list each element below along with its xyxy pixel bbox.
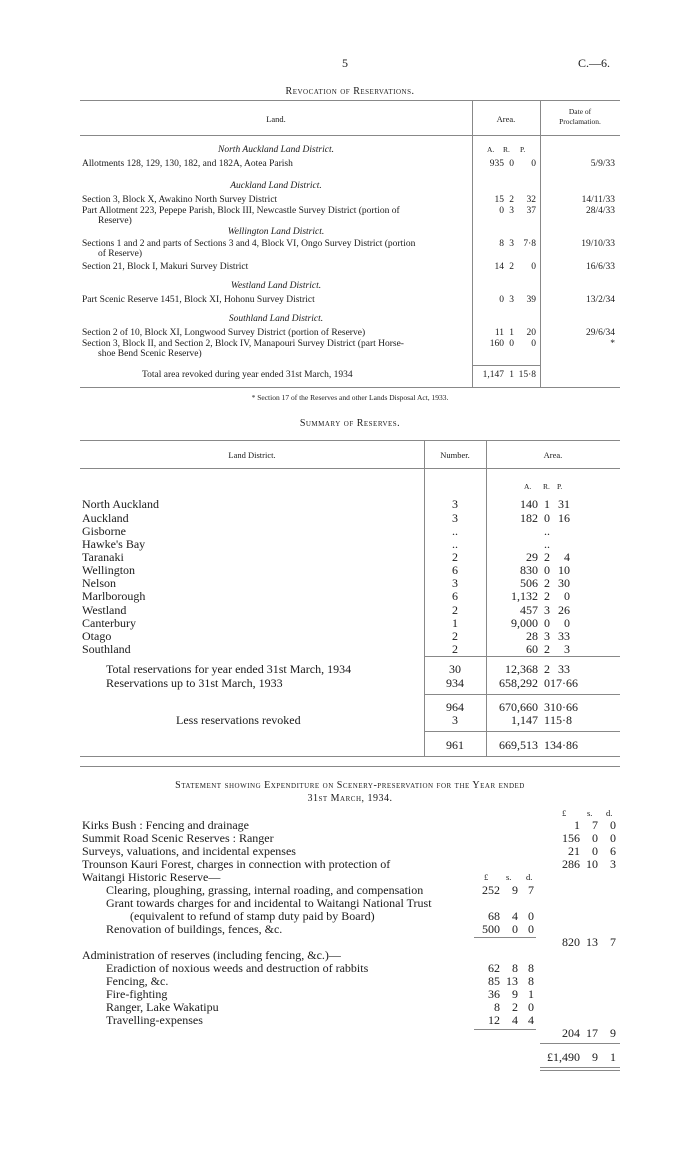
administration-item: Ranger, Lake Wakatipu [106,1000,219,1014]
amount-pence: 8 [528,961,534,975]
area-perches: 0 [531,339,536,349]
land-description: Section 3, Block X, Awakino North Survey District [82,195,278,205]
amount-shillings: 7 [592,818,598,832]
administration-item: Travelling-expenses [106,1013,203,1027]
expenditure-title-date: 31st March, 1934. [307,793,393,804]
amount-pounds: 1 [574,818,580,832]
area-roods: .. [544,537,550,551]
area-perches: 37 [526,206,536,216]
reserve-count: 3 [452,576,458,590]
grand-total-shillings: 9 [592,1050,598,1064]
revoked-count: 3 [452,713,458,727]
administration-total-pence: 9 [610,1026,616,1040]
expenditure-item: Trounson Kauri Forest, charges in connection with protection of [82,857,391,871]
column-header-number: Number. [440,450,470,460]
subtotal-perches: 10·66 [550,700,578,714]
amount-shillings: 13 [506,974,518,988]
area-roods: 2 [544,642,550,656]
district-name: Westland [82,603,127,617]
area-perches: 10 [558,563,570,577]
area-roods: 0 [544,511,550,525]
area-roods: 1 [544,497,550,511]
unit-acres: A. [524,482,532,491]
unit-pounds: £ [562,808,567,818]
proclamation-date: * [610,339,615,349]
amount-shillings: 0 [512,922,518,936]
district-name: Auckland [82,511,129,525]
subtotal-count: 964 [446,700,464,714]
amount-shillings: 8 [512,961,518,975]
area-roods: 3 [509,206,514,216]
grand-total-pence: 1 [610,1050,616,1064]
area-perches: 20 [526,328,536,338]
area-acres: 0 [499,295,504,305]
district-name: Otago [82,629,112,643]
area-acres: 28 [526,629,538,643]
area-acres: 830 [520,563,538,577]
area-acres: 160 [489,339,504,349]
waitangi-item: Clearing, ploughing, grassing, internal roading, and compensation [106,883,424,897]
column-header-area: Area. [543,450,563,460]
amount-shillings: 0 [592,831,598,845]
total-roods: 2 [544,662,550,676]
waitangi-total-pence: 7 [610,935,616,949]
land-description: Section 2 of 10, Block XI, Longwood Survey District (portion of Reserve) [82,328,366,338]
unit-pence: d. [606,808,613,818]
amount-shillings: 4 [512,909,518,923]
page-reference: C.—6. [578,56,611,70]
administration-total-shillings: 17 [586,1026,598,1040]
amount-pence: 8 [528,974,534,988]
district-name: Southland [82,642,131,656]
amount-pence: 3 [610,857,616,871]
amount-pence: 6 [610,844,616,858]
expenditure-item: Summit Road Scenic Reserves : Ranger [82,831,274,845]
amount-pounds: 500 [482,922,500,936]
area-perches: 32 [526,195,536,205]
area-acres: 0 [499,206,504,216]
area-acres: 506 [520,576,538,590]
amount-shillings: 0 [592,844,598,858]
revocation-title: Revocation of Reservations. [285,86,415,97]
amount-pence: 0 [610,831,616,845]
area-roods: 0 [544,616,550,630]
grand-total-roods: 1 [544,738,550,752]
amount-pounds: 156 [562,831,580,845]
proclamation-date: 16/6/33 [585,262,615,272]
area-perches: 16 [558,511,570,525]
area-acres: 29 [526,550,538,564]
land-description: Sections 1 and 2 and parts of Sections 3 and 4, Block VI, Ongo Survey District (portion [82,239,416,249]
land-description: Part Scenic Reserve 1451, Block XI, Hohonu Survey District [82,295,315,305]
area-roods: 2 [509,195,514,205]
land-description: Section 21, Block I, Makuri Survey District [82,262,249,272]
total-revoked-roods: 1 [509,370,514,380]
unit-acres: A. [487,145,495,154]
area-roods: 2 [544,550,550,564]
land-description: Allotments 128, 129, 130, 182, and 182A, Aotea Parish [82,159,293,169]
area-acres: 60 [526,642,538,656]
proclamation-date: 29/6/34 [585,328,615,338]
district-name: Canterbury [82,616,136,630]
grand-total-acres: 669,513 [499,738,538,752]
amount-pence: 0 [610,818,616,832]
total-count: 30 [449,662,461,676]
footnote: * Section 17 of the Reserves and other Lands Disposal Act, 1933. [251,393,449,402]
land-description-continued: shoe Bend Scenic Reserve) [98,349,202,359]
administration-item: Fencing, &c. [106,974,169,988]
proclamation-date: 19/10/33 [581,239,615,249]
area-roods: 0 [509,159,514,169]
reserve-count: 3 [452,497,458,511]
district-heading: Auckland Land District. [230,181,322,191]
unit-pence: d. [526,872,533,882]
column-header-date-line2: Proclamation. [559,117,601,126]
area-acres: 9,000 [511,616,538,630]
land-description: Part Allotment 223, Pepepe Parish, Block III, Newcastle Survey District (portion of [82,206,400,216]
less-revoked-label: Less reservations revoked [176,713,301,727]
amount-pounds: 21 [568,844,580,858]
reserve-count: 2 [452,642,458,656]
unit-roods: R. [543,482,550,491]
area-roods: 3 [509,239,514,249]
amount-shillings: 4 [512,1013,518,1027]
waitangi-item-continued: (equivalent to refund of stamp duty paid by Board) [130,909,375,923]
amount-pence: 0 [528,922,534,936]
land-description-continued: of Reserve) [98,249,143,259]
revoked-acres: 1,147 [511,713,538,727]
grand-total-perches: 34·86 [550,738,578,752]
district-name: Nelson [82,576,116,590]
district-name: North Auckland [82,497,159,511]
amount-pence: 0 [528,909,534,923]
area-acres: 1,132 [511,589,538,603]
unit-perches: P. [520,145,526,154]
reserve-count: 3 [452,511,458,525]
administration-heading: Administration of reserves (including fencing, &c.)— [82,948,341,962]
area-perches: 30 [558,576,570,590]
total-perches: 33 [558,662,570,676]
administration-total-pounds: 204 [562,1026,580,1040]
area-acres: 15 [494,195,504,205]
expenditure-item: Kirks Bush : Fencing and drainage [82,818,249,832]
proclamation-date: 13/2/34 [585,295,615,305]
district-name: Wellington [82,563,136,577]
column-header-date-line1: Date of [568,107,592,116]
land-description-continued: Reserve) [98,216,132,226]
reserve-count: 6 [452,563,458,577]
district-name: Marlborough [82,589,146,603]
district-name: Taranaki [82,550,124,564]
amount-shillings: 9 [512,987,518,1001]
waitangi-total-pounds: 820 [562,935,580,949]
reserve-count: 2 [452,629,458,643]
district-heading: North Auckland Land District. [218,145,334,155]
revoked-perches: 15·8 [550,713,572,727]
amount-shillings: 9 [512,883,518,897]
administration-item: Eradiction of noxious weeds and destruction of rabbits [106,961,369,975]
amount-pounds: 12 [488,1013,500,1027]
amount-pounds: 8 [494,1000,500,1014]
unit-roods: R. [503,145,510,154]
amount-pounds: 85 [488,974,500,988]
grand-total-pounds: £1,490 [547,1050,580,1064]
amount-pence: 4 [528,1013,534,1027]
district-heading: Westland Land District. [230,281,322,291]
revoked-roods: 1 [544,713,550,727]
area-perches: 0 [531,159,536,169]
area-perches: 26 [558,603,570,617]
area-acres: 14 [494,262,504,272]
amount-pounds: 68 [488,909,500,923]
area-perches: 0 [531,262,536,272]
total-revoked-label: Total area revoked during year ended 31st March, 1934 [142,370,353,380]
area-perches: 39 [526,295,536,305]
district-heading: Wellington Land District. [227,227,325,237]
total-count: 934 [446,676,464,690]
amount-pounds: 62 [488,961,500,975]
amount-shillings: 2 [512,1000,518,1014]
area-roods: 1 [509,328,514,338]
unit-shillings: s. [587,808,593,818]
reserve-count: .. [452,524,458,538]
area-acres: 8 [499,239,504,249]
amount-shillings: 10 [586,857,598,871]
district-heading: Southland Land District. [228,314,324,324]
proclamation-date: 5/9/33 [590,159,615,169]
waitangi-total-shillings: 13 [586,935,598,949]
subtotal-roods: 3 [544,700,550,714]
total-roods: 0 [544,676,550,690]
subtotal-acres: 670,660 [499,700,538,714]
area-roods: 3 [544,629,550,643]
waitangi-heading: Waitangi Historic Reserve— [82,870,221,884]
proclamation-date: 28/4/33 [585,206,615,216]
amount-pounds: 286 [562,857,580,871]
area-roods: 3 [544,603,550,617]
area-acres: 11 [494,328,504,338]
unit-shillings: s. [506,872,512,882]
land-description: Section 3, Block II, and Section 2, Block IV, Manapouri Survey District (part Horse- [82,339,404,349]
reserve-count: .. [452,537,458,551]
reserve-count: 6 [452,589,458,603]
reserve-count: 1 [452,616,458,630]
area-roods: 3 [509,295,514,305]
column-header-land: Land. [266,114,286,124]
area-acres: 457 [520,603,538,617]
district-name: Gisborne [82,524,126,538]
expenditure-title: Statement showing Expenditure on Scenery-preservation for the Year ended [175,780,525,791]
amount-pence: 1 [528,987,534,1001]
area-acres: 935 [489,159,504,169]
area-roods: 2 [509,262,514,272]
amount-pence: 0 [528,1000,534,1014]
total-label: Reservations up to 31st March, 1933 [106,676,283,690]
area-roods: 2 [544,576,550,590]
total-revoked-perches: 15·8 [518,370,536,380]
administration-item: Fire-fighting [106,987,168,1001]
total-label: Total reservations for year ended 31st March, 1934 [106,662,352,676]
waitangi-item: Grant towards charges for and incidental to Waitangi National Trust [106,896,432,910]
area-roods: 0 [509,339,514,349]
area-perches: 4 [564,550,570,564]
area-perches: 0 [564,616,570,630]
page-number: 5 [342,56,348,70]
area-perches: 0 [564,589,570,603]
area-perches: 3 [564,642,570,656]
amount-pounds: 36 [488,987,500,1001]
total-acres: 12,368 [505,662,538,676]
amount-pounds: 252 [482,883,500,897]
area-roods: 0 [544,563,550,577]
area-perches: 33 [558,629,570,643]
proclamation-date: 14/11/33 [581,195,615,205]
total-revoked-acres: 1,147 [482,370,504,380]
area-roods: .. [544,524,550,538]
area-acres: 140 [520,497,538,511]
reserve-count: 2 [452,550,458,564]
expenditure-item: Surveys, valuations, and incidental expenses [82,844,296,858]
unit-perches: P. [557,482,563,491]
column-header-district: Land District. [228,450,276,460]
unit-pounds: £ [484,872,489,882]
area-perches: 31 [558,497,570,511]
reserve-count: 2 [452,603,458,617]
total-perches: 17·66 [550,676,578,690]
area-roods: 2 [544,589,550,603]
total-acres: 658,292 [499,676,538,690]
waitangi-item: Renovation of buildings, fences, &c. [106,922,283,936]
area-perches: 7·8 [523,239,536,249]
area-acres: 182 [520,511,538,525]
grand-total-count: 961 [446,738,464,752]
summary-title: Summary of Reserves. [299,418,401,429]
amount-pence: 7 [528,883,534,897]
column-header-area: Area. [496,114,516,124]
district-name: Hawke's Bay [82,537,146,551]
